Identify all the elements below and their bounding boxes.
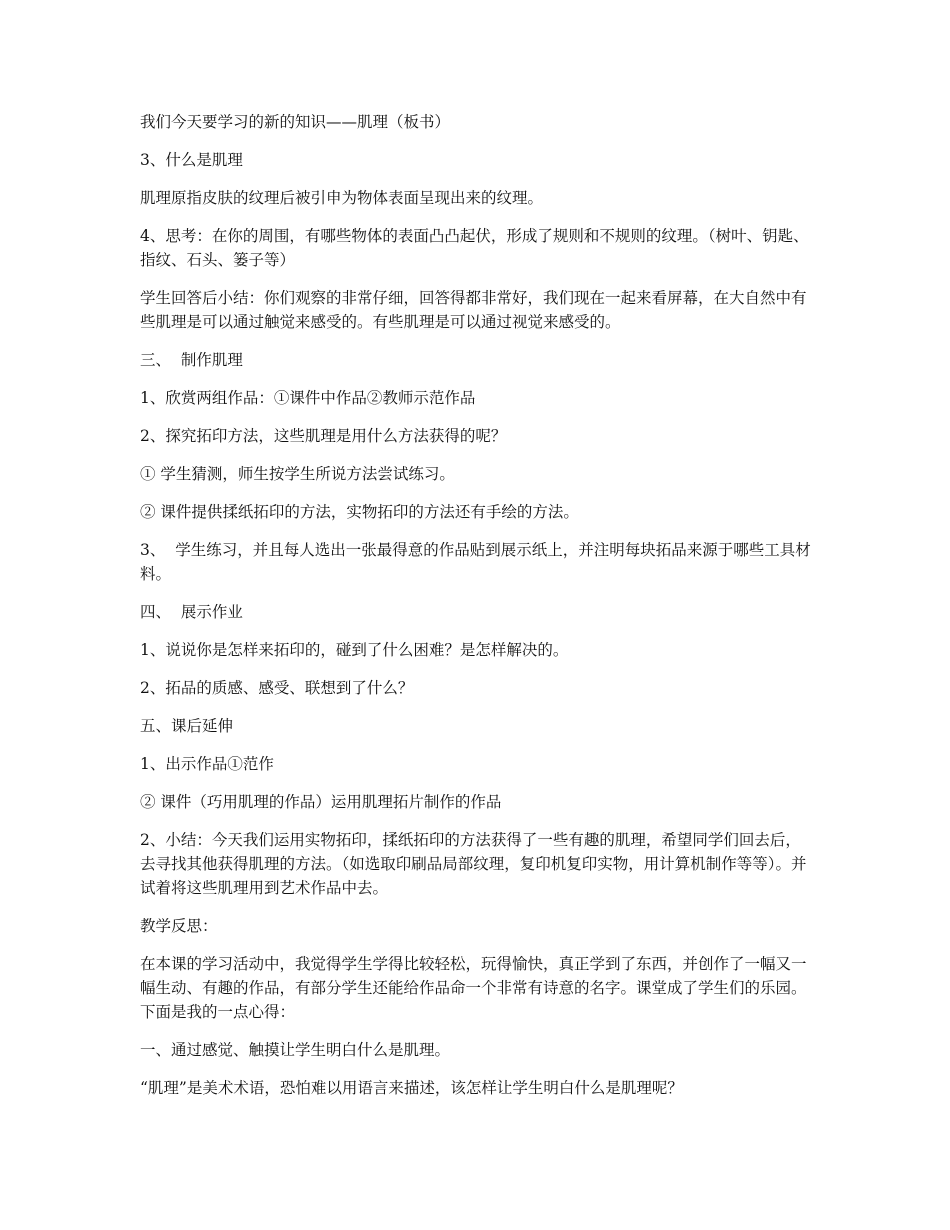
paragraph-texture-definition: 肌理原指皮肤的纹理后被引申为物体表面呈现出来的纹理。	[140, 189, 544, 207]
paragraph-what-is-texture: 3、什么是肌理	[140, 151, 243, 169]
paragraph-discuss: 1、说说你是怎样来拓印的，碰到了什么困难？是怎样解决的。	[140, 641, 569, 659]
section-heading-reflection: 教学反思：	[140, 917, 218, 935]
paragraph-appreciate: 1、欣赏两组作品：①课件中作品②教师示范作品	[140, 389, 476, 407]
paragraph-conclusion: 2、小结：今天我们运用实物拓印，揉纸拓印的方法获得了一些有趣的肌理，希望同学们回去后，去寻找其他获得肌理的方法。（如选取印刷品局部纹理，复印机复印实物，用计算机制作等等）。并试着将这些肌理用到艺术作品中去。	[140, 831, 807, 897]
paragraph-point-one: 一、通过感觉、触摸让学生明白什么是肌理。	[140, 1041, 451, 1059]
paragraph-intro: 我们今天要学习的新的知识——肌理（板书）	[140, 113, 451, 131]
paragraph-guess: ① 学生猜测，师生按学生所说方法尝试练习。	[140, 465, 455, 483]
paragraph-courseware: ② 课件（巧用肌理的作品）运用肌理拓片制作的作品	[140, 793, 502, 811]
paragraph-feel: 2、拓品的质感、感受、联想到了什么？	[140, 679, 414, 697]
paragraph-methods: ② 课件提供揉纸拓印的方法，实物拓印的方法还有手绘的方法。	[140, 503, 579, 521]
paragraph-explore: 2、探究拓印方法，这些肌理是用什么方法获得的呢？	[140, 427, 507, 445]
paragraph-term: “肌理”是美术术语，恐怕难以用语言来描述，该怎样让学生明白什么是肌理呢？	[140, 1079, 683, 1097]
section-heading-show-work: 四、 展示作业	[140, 603, 243, 621]
paragraph-show-samples: 1、出示作品①范作	[140, 755, 274, 773]
section-heading-make-texture: 三、 制作肌理	[140, 351, 243, 369]
section-heading-extension: 五、课后延伸	[140, 717, 234, 735]
paragraph-think: 4、思考：在你的周围，有哪些物体的表面凸凸起伏，形成了规则和不规则的纹理。（树叶、钥匙、指纹、石头、篓子等）	[140, 227, 809, 269]
paragraph-reflection: 在本课的学习活动中，我觉得学生学得比较轻松，玩得愉快，真正学到了东西，并创作了一幅又一幅生动、有趣的作品，有部分学生还能给作品命一个非常有诗意的名字。课堂成了学生们的乐园。下面是我的一点心得：	[140, 955, 807, 1021]
document-body	[140, 110, 812, 1114]
paragraph-practice: 3、 学生练习，并且每人选出一张最得意的作品贴到展示纸上，并注明每块拓品来源于哪些工具材料。	[140, 541, 811, 583]
paragraph-summary: 学生回答后小结：你们观察的非常仔细，回答得都非常好，我们现在一起来看屏幕，在大自然中有些肌理是可以通过触觉来感受的。有些肌理是可以通过视觉来感受的。	[140, 289, 807, 331]
